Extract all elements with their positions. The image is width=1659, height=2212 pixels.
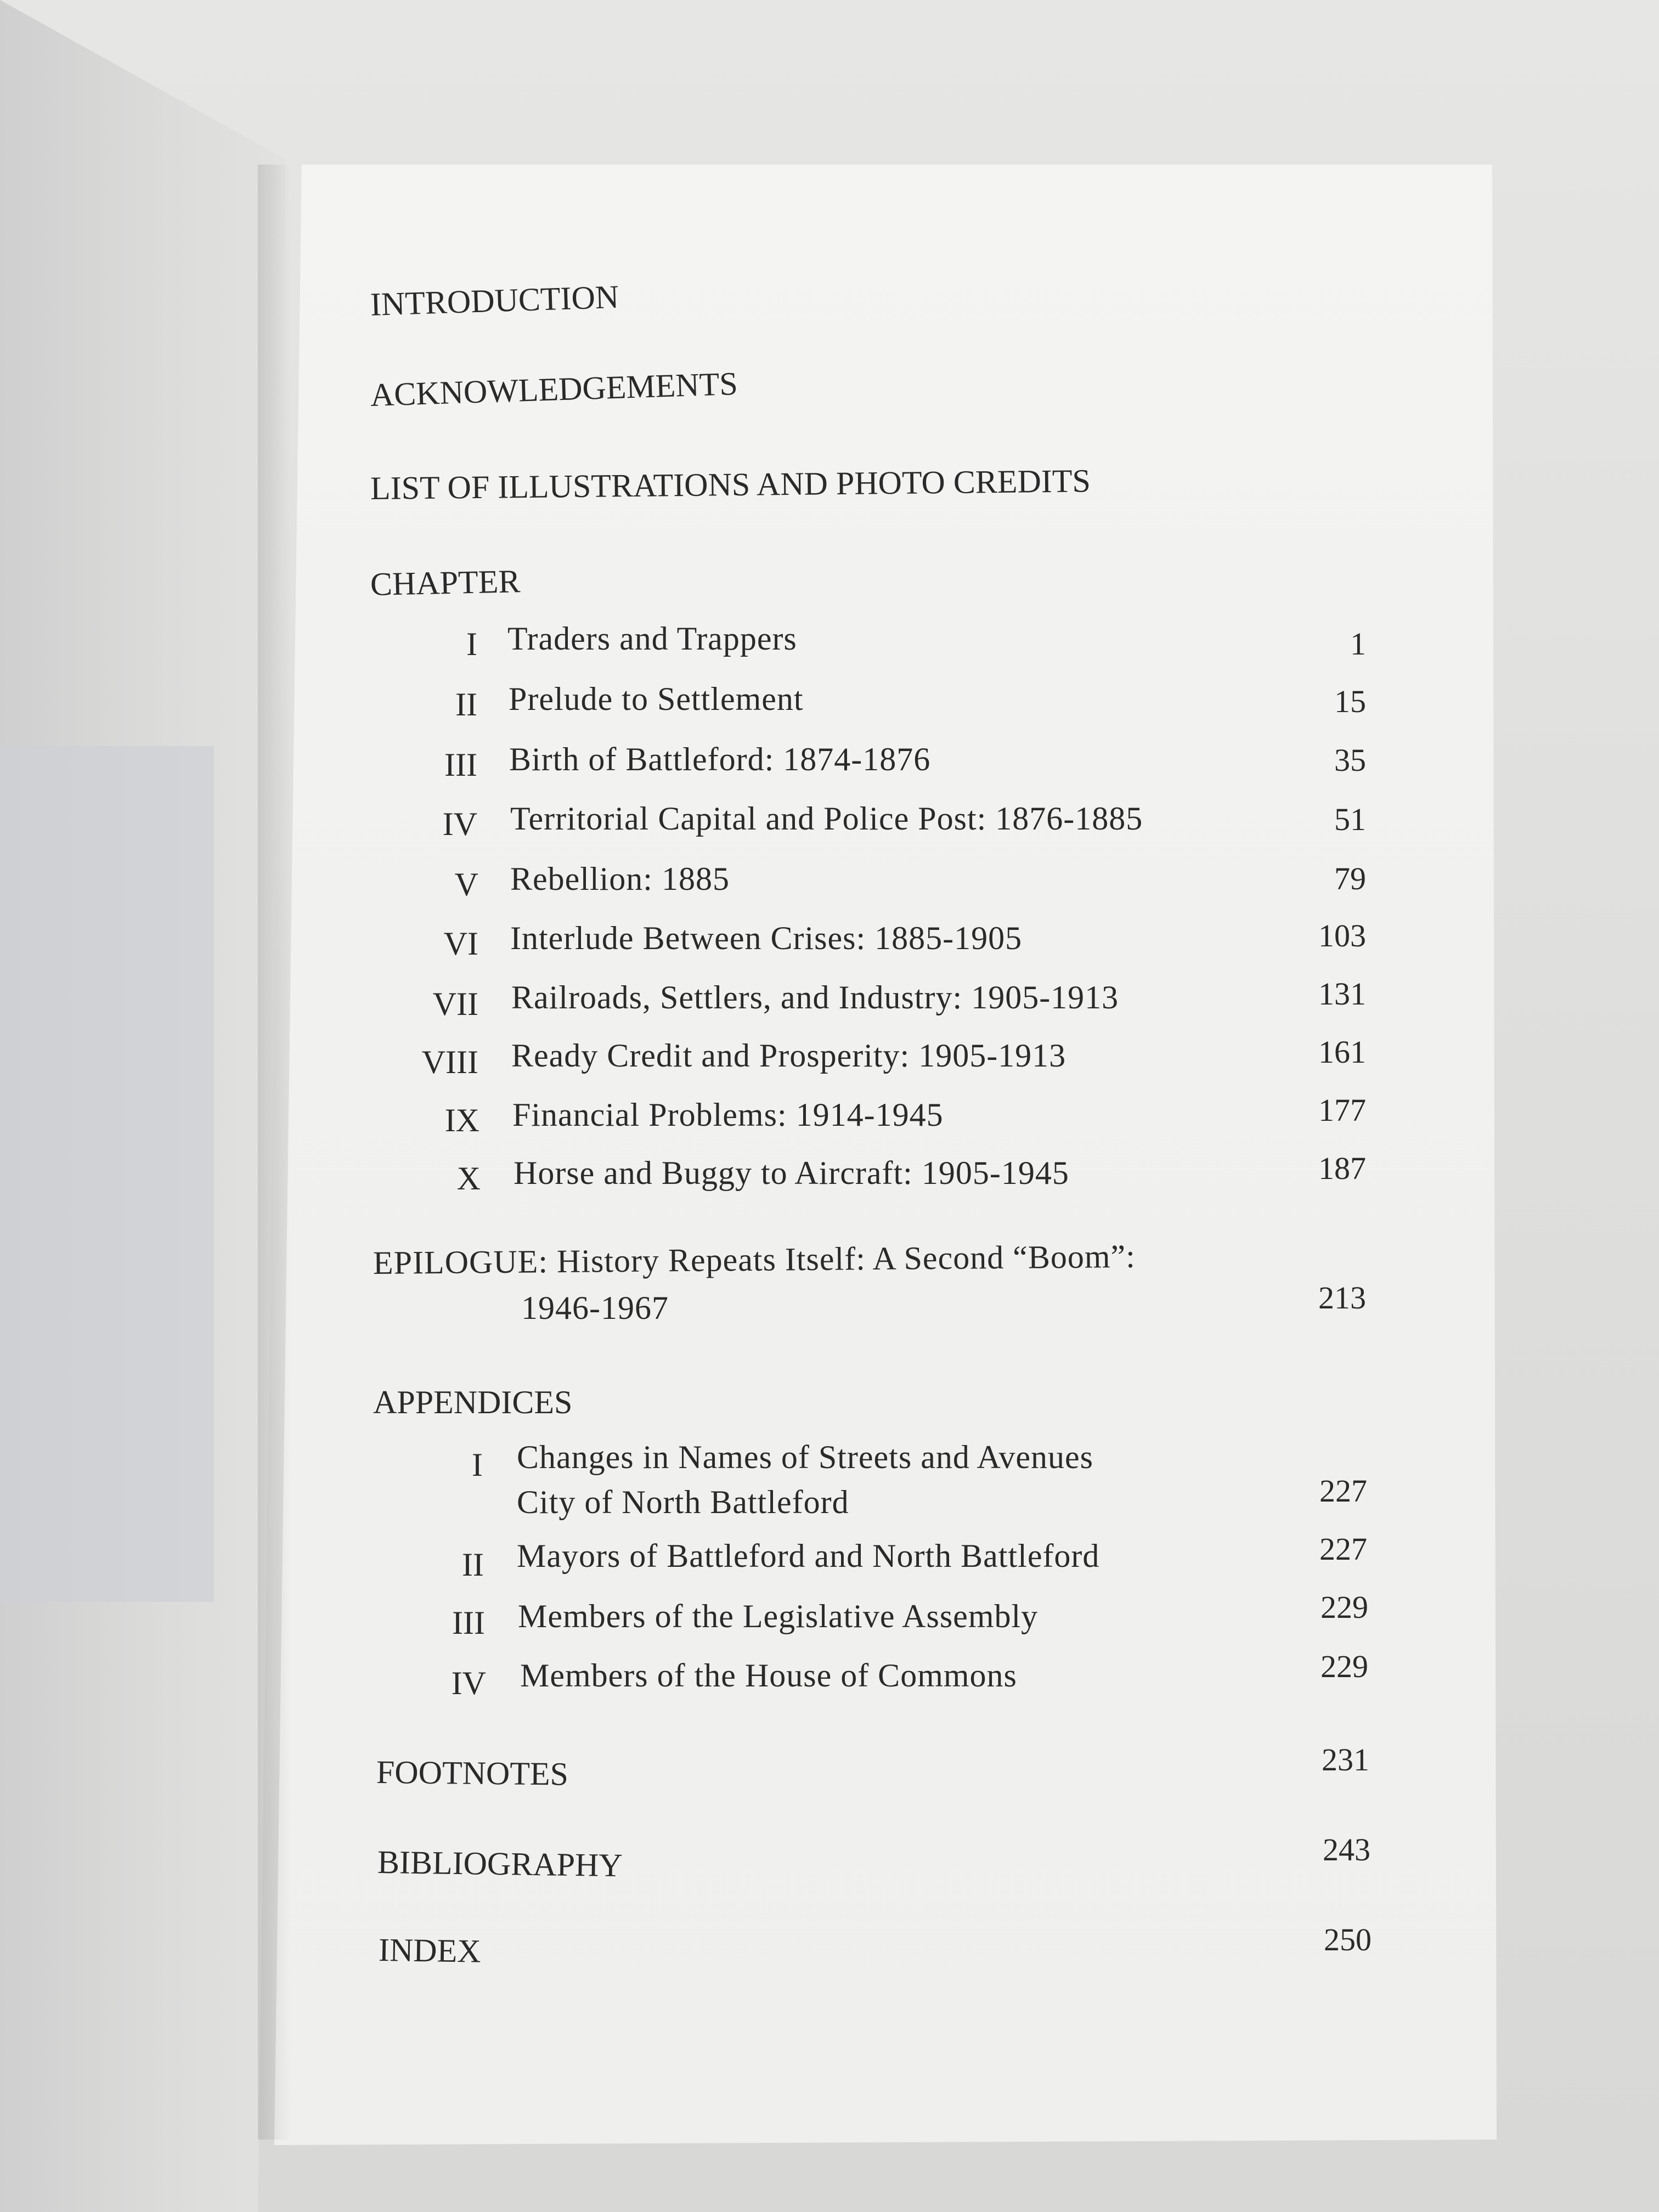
appendix-page: 229 (1321, 1649, 1368, 1684)
chapter-numeral: VII (432, 986, 478, 1022)
left-page-bleed-through (0, 746, 214, 1602)
chapter-page: 187 (1318, 1150, 1366, 1186)
epilogue-dates: 1946-1967 (521, 1290, 669, 1326)
chapter-page: 161 (1318, 1034, 1366, 1070)
chapter-numeral: II (455, 686, 477, 723)
chapter-numeral: III (444, 747, 477, 783)
chapter-page: 35 (1334, 742, 1366, 778)
chapter-title: Prelude to Settlement (509, 681, 804, 717)
chapter-numeral: X (456, 1160, 481, 1197)
index-page: 250 (1324, 1922, 1372, 1957)
bibliography-label: BIBLIOGRAPHY (377, 1844, 623, 1884)
appendix-title: Mayors of Battleford and North Battleford (517, 1538, 1100, 1574)
appendix-title: Members of the Legislative Assembly (518, 1598, 1039, 1634)
chapter-page: 1 (1350, 626, 1366, 662)
chapter-title: Birth of Battleford: 1874-1876 (509, 741, 931, 777)
toc-acknowledgements: ACKNOWLEDGEMENTS (369, 365, 738, 413)
appendix-page: 229 (1321, 1589, 1368, 1625)
chapter-title: Horse and Buggy to Aircraft: 1905-1945 (514, 1155, 1069, 1191)
footnotes-label: FOOTNOTES (376, 1754, 569, 1792)
chapter-title: Territorial Capital and Police Post: 1876-1885 (510, 800, 1143, 837)
chapter-numeral: IV (442, 806, 477, 842)
index-label: INDEX (378, 1932, 482, 1970)
appendix-page: 227 (1319, 1531, 1367, 1567)
chapter-page: 79 (1334, 861, 1366, 896)
epilogue-page: 213 (1318, 1280, 1366, 1316)
appendix-numeral: II (462, 1547, 484, 1583)
chapter-title: Rebellion: 1885 (510, 861, 730, 897)
appendix-title: Members of the House of Commons (520, 1657, 1017, 1694)
chapter-numeral: VIII (421, 1044, 478, 1080)
toc-introduction: INTRODUCTION (369, 278, 620, 323)
chapter-heading: CHAPTER (370, 563, 521, 602)
chapter-numeral: I (466, 626, 477, 662)
chapter-page: 103 (1318, 918, 1366, 953)
appendices-heading: APPENDICES (373, 1384, 573, 1420)
chapter-page: 15 (1334, 684, 1366, 719)
footnotes-page: 231 (1322, 1742, 1369, 1778)
chapter-numeral: IX (444, 1102, 479, 1138)
chapter-numeral: V (454, 866, 478, 902)
epilogue-title: EPILOGUE: History Repeats Itself: A Second “Boom”: (373, 1238, 1136, 1281)
chapter-page: 131 (1318, 976, 1366, 1012)
appendix-numeral: I (472, 1447, 483, 1483)
appendix-numeral: IV (451, 1665, 486, 1701)
chapter-title: Traders and Trappers (507, 620, 797, 657)
toc-illustrations: LIST OF ILLUSTRATIONS AND PHOTO CREDITS (370, 462, 1091, 506)
bibliography-page: 243 (1323, 1832, 1370, 1867)
appendix-title: Changes in Names of Streets and Avenues (517, 1439, 1094, 1475)
chapter-numeral: VI (443, 926, 478, 962)
chapter-title: Railroads, Settlers, and Industry: 1905-1913 (511, 979, 1119, 1015)
page-gutter-shadow (258, 165, 291, 2140)
appendix-subtitle: City of North Battleford (517, 1484, 849, 1520)
chapter-title: Ready Credit and Prosperity: 1905-1913 (511, 1037, 1066, 1074)
appendix-numeral: III (452, 1605, 485, 1641)
chapter-page: 51 (1334, 802, 1366, 837)
chapter-title: Interlude Between Crises: 1885-1905 (510, 920, 1023, 956)
chapter-title: Financial Problems: 1914-1945 (512, 1097, 944, 1133)
left-facing-page (0, 0, 285, 2212)
chapter-page: 177 (1318, 1092, 1366, 1128)
appendix-page: 227 (1319, 1473, 1367, 1509)
